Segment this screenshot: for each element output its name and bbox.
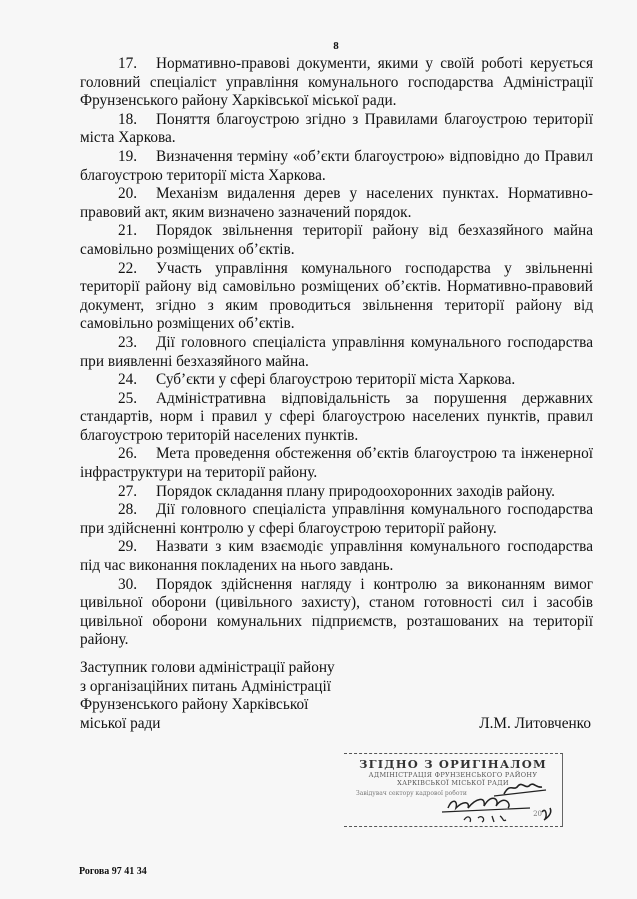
question-item xyxy=(80,148,593,185)
signatory-title-line: міської ради xyxy=(80,714,161,732)
question-number: 30. xyxy=(118,575,138,593)
stamp-year: 20 xyxy=(533,810,542,818)
question-text: Мета проведення обстеження об’єктів благоустрою та інженерної інфраструктури на території району. xyxy=(80,445,593,482)
question-text: Суб’єкти у сфері благоустрою території міста Харкова. xyxy=(156,371,516,389)
question-text: Поняття благоустрою згідно з Правилами благоустрою території міста Харкова. xyxy=(80,110,593,147)
question-item xyxy=(80,111,593,148)
question-item xyxy=(80,445,593,482)
page-number: 8 xyxy=(333,40,339,52)
question-item xyxy=(80,185,593,222)
question-number: 29. xyxy=(118,538,138,556)
question-text: Механізм видалення дерев у населених пунктах. Нормативно-правовий акт, яким визначено зазначений порядок. xyxy=(80,185,593,221)
question-text: Нормативно-правові документи, якими у своїй роботі керується головний спеціаліст управління комунального господарства Адміністрації Фрунзенського району Харківської міської ради. xyxy=(80,55,593,110)
question-item xyxy=(80,501,593,538)
question-number: 22. xyxy=(118,259,138,277)
signatory-name: Л.М. Литовченко xyxy=(479,714,591,732)
question-item xyxy=(80,371,593,390)
question-item xyxy=(80,390,593,446)
signatory-title xyxy=(80,659,380,733)
question-item xyxy=(80,538,593,575)
question-item xyxy=(80,334,593,371)
question-text: Порядок здійснення нагляду і контролю за виконанням вимог цивільної оборони (цивільного захисту), станом готовності сил і засобів цивільної оборони комунальних підприємств, розташованих на території району. xyxy=(80,575,593,649)
question-number: 27. xyxy=(118,482,138,500)
stamp-position: Завідувач сектору кадрової роботи xyxy=(356,790,467,797)
stamp-organization: АДМІНІСТРАЦІЯ ФРУНЗЕНСЬКОГО РАЙОНУ xyxy=(368,771,538,779)
question-text: Участь управління комунального господарства у звільненні території району від самовільно розміщених об’єктів. Нормативно-правовий документ, згідно з яким проводиться звільнення території району від самовільно розміщених об’єктів. xyxy=(80,259,593,333)
signatory-title-line: з організаційних питань Адміністрації xyxy=(80,677,331,695)
question-item xyxy=(80,222,593,259)
question-number: 18. xyxy=(118,110,138,128)
question-number: 17. xyxy=(118,55,138,72)
question-number: 21. xyxy=(118,222,138,240)
question-number: 24. xyxy=(118,371,138,389)
question-text: Дії головного спеціаліста управління комунального господарства при здійсненні контролю у сфері благоустрою території району. xyxy=(80,501,593,537)
question-item xyxy=(80,483,593,502)
question-number: 23. xyxy=(118,333,138,351)
question-number: 28. xyxy=(118,501,138,519)
question-number: 26. xyxy=(118,445,138,463)
signature-block xyxy=(80,659,593,733)
question-text: Порядок звільнення території району від безхазяйного майна самовільно розміщених об’єктів. xyxy=(80,222,593,258)
signatory-title-line: Фрунзенського району Харківської xyxy=(80,696,309,714)
question-list xyxy=(80,55,593,650)
question-text: Адміністративна відповідальність за порушення державних стандартів, норм і правил у сфері благоустрою населених пунктів, правил благоустрою територій населених пунктів. xyxy=(80,389,593,444)
question-number: 25. xyxy=(118,389,138,407)
question-number: 19. xyxy=(118,147,138,165)
question-text: Визначення терміну «об’єкти благоустрою» відповідно до Правил благоустрою території міста Харкова. xyxy=(80,147,593,184)
contact-note: Рогова 97 41 34 xyxy=(79,866,147,877)
question-text: Дії головного спеціаліста управління комунального господарства при виявленні безхазяйного майна. xyxy=(80,333,593,370)
stamp-heading: ЗГІДНО З ОРИГІНАЛОМ xyxy=(359,757,547,771)
question-text: Назвати з ким взаємодіє управління комунального господарства під час виконання покладених на нього завдань. xyxy=(80,538,593,575)
question-text: Порядок складання плану природоохоронних заходів району. xyxy=(156,482,555,500)
stamp-council: ХАРКІВСЬКОЇ МІСЬКОЇ РАДИ xyxy=(397,779,509,787)
question-item xyxy=(80,576,593,650)
question-item xyxy=(80,260,593,334)
question-item xyxy=(80,55,593,111)
handwritten-signature-icon xyxy=(434,778,554,824)
question-number: 20. xyxy=(118,185,138,203)
signatory-title-line: Заступник голови адміністрації району xyxy=(80,659,335,676)
certification-stamp xyxy=(344,753,563,827)
